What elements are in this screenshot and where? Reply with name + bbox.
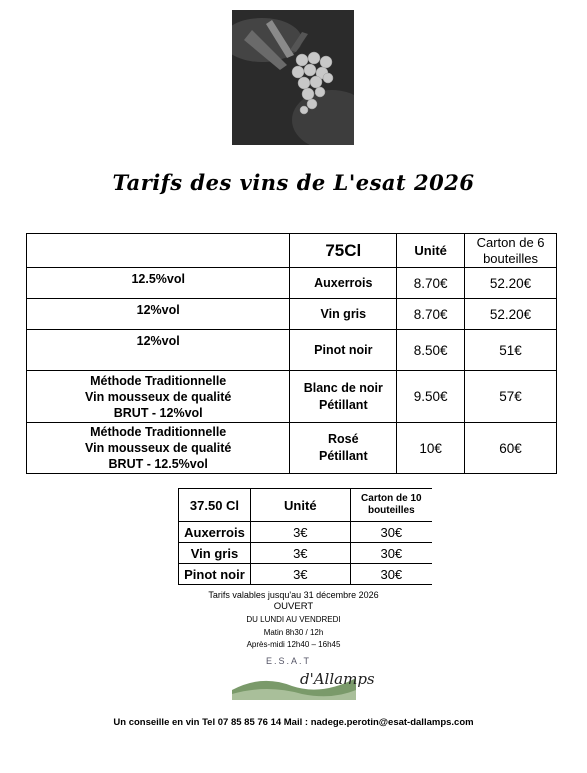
unit-price: 8.70€ — [397, 268, 465, 299]
wine-name: Blanc de noir Pétillant — [290, 371, 397, 423]
carton-price: 30€ — [350, 543, 432, 564]
table-row — [27, 330, 557, 371]
carton-price: 30€ — [350, 522, 432, 543]
unit-price: 3€ — [250, 543, 350, 564]
carton-price: 60€ — [465, 423, 557, 474]
table-row — [179, 564, 433, 585]
table-header-row — [27, 234, 557, 268]
unit-price: 8.50€ — [397, 330, 465, 371]
carton-price: 57€ — [465, 371, 557, 423]
carton-price: 52.20€ — [465, 299, 557, 330]
unit-price: 8.70€ — [397, 299, 465, 330]
page-title: Tarifs des vins de L'esat 2026 — [112, 170, 475, 195]
row-label: 12.5%vol — [27, 268, 290, 299]
logo-line2: d'Allamps — [300, 670, 375, 688]
header-unit: Unité — [250, 489, 350, 522]
wine-name: Pinot noir — [179, 564, 251, 585]
morning-hours: Matin 8h30 / 12h — [263, 628, 324, 637]
header-carton: Carton de 6 bouteilles — [465, 234, 557, 268]
carton-price: 30€ — [350, 564, 432, 585]
row-label: 12%vol — [27, 299, 290, 330]
row-label: Méthode Traditionnelle Vin mousseux de qualité BRUT - 12.5%vol — [27, 423, 290, 474]
table-row — [179, 522, 433, 543]
wine-name: Vin gris — [179, 543, 251, 564]
unit-price: 10€ — [397, 423, 465, 474]
price-table-37-5cl — [178, 488, 432, 585]
carton-price: 51€ — [465, 330, 557, 371]
esat-logo — [232, 656, 375, 702]
grapes-photo-art — [232, 10, 354, 145]
open-label: OUVERT — [273, 601, 314, 612]
header-empty-cell — [27, 234, 290, 268]
unit-price: 9.50€ — [397, 371, 465, 423]
wine-name: Auxerrois — [290, 268, 397, 299]
header-carton: Carton de 10 bouteilles — [350, 489, 432, 522]
table-row — [27, 299, 557, 330]
row-label: 12%vol — [27, 330, 290, 371]
price-table-75cl — [26, 233, 557, 474]
grapes-photo — [232, 10, 354, 145]
logo-line1: E.S.A.T — [266, 656, 312, 666]
wine-name: Auxerrois — [179, 522, 251, 543]
table-header-row — [179, 489, 433, 522]
carton-price: 52.20€ — [465, 268, 557, 299]
table-row — [27, 423, 557, 474]
table-row — [27, 268, 557, 299]
table-row — [27, 371, 557, 423]
header-unit: Unité — [397, 234, 465, 268]
table-row — [179, 543, 433, 564]
unit-price: 3€ — [250, 522, 350, 543]
afternoon-hours: Après-midi 12h40 – 16h45 — [246, 640, 341, 649]
row-label: Méthode Traditionnelle Vin mousseux de qualité BRUT - 12%vol — [27, 371, 290, 423]
unit-price: 3€ — [250, 564, 350, 585]
wine-name: Vin gris — [290, 299, 397, 330]
wine-name: Rosé Pétillant — [290, 423, 397, 474]
header-size: 37.50 Cl — [179, 489, 251, 522]
contact-line: Un conseille en vin Tel 07 85 85 76 14 Mail : nadege.perotin@esat-dallamps.com — [113, 717, 474, 728]
wine-name: Pinot noir — [290, 330, 397, 371]
open-days: DU LUNDI AU VENDREDI — [246, 615, 341, 624]
header-size: 75Cl — [290, 234, 397, 268]
validity-note: Tarifs valables jusqu'au 31 décembre 2026 — [208, 590, 379, 600]
